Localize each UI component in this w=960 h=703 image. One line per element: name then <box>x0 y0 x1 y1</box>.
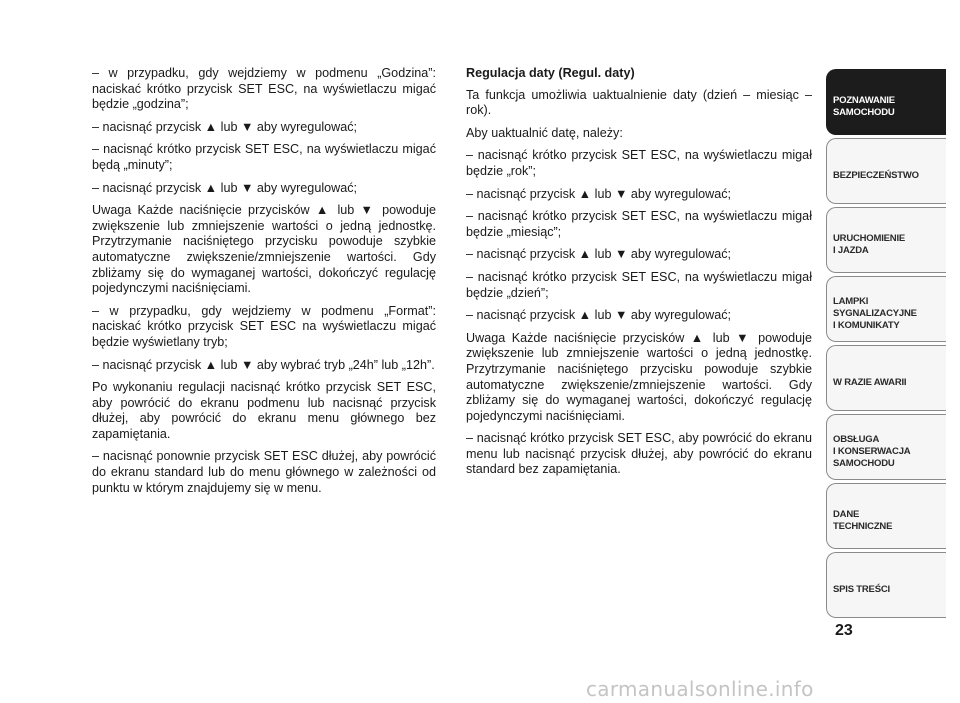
tab-label-line: SYGNALIZACYJNE <box>833 308 917 319</box>
tab-label-line: LAMPKI <box>833 296 869 307</box>
right-paragraph: – nacisnąć krótko przycisk SET ESC, na wyświetlaczu migał będzie „dzień”; <box>466 269 812 300</box>
left-column <box>92 66 436 503</box>
tab-poznawanie-samochodu[interactable] <box>826 69 946 135</box>
tab-dane-techniczne[interactable] <box>826 483 946 549</box>
tab-lampki-sygnalizacyjne[interactable] <box>826 276 946 342</box>
tab-label-line: OBSŁUGA <box>833 434 880 445</box>
watermark-text: carmanualsonline.info <box>586 677 814 701</box>
right-paragraph: – nacisnąć krótko przycisk SET ESC, na wyświetlaczu migał będzie „miesiąc”; <box>466 209 812 239</box>
tab-spis-tresci[interactable] <box>826 552 946 618</box>
tab-label-line: TECHNICZNE <box>833 521 893 532</box>
tab-label-line: POZNAWANIE <box>833 95 895 106</box>
left-paragraph: – w przypadku, gdy wejdziemy w podmenu „Format”: naciskać krótko przycisk SET ESC na wyświetlaczu migać będzie wyświetlany tryb; <box>92 303 436 349</box>
left-paragraph: – nacisnąć ponownie przycisk SET ESC dłużej, aby powrócić do ekranu standard lub do menu głównego w zależności od punktu w którym znajdujemy się w menu. <box>92 449 436 495</box>
page-number: 23 <box>835 622 853 639</box>
left-paragraph: – nacisnąć przycisk ▲ lub ▼ aby wyregulować; <box>92 180 358 195</box>
tab-label-line: SAMOCHODU <box>833 107 895 118</box>
right-column <box>466 66 812 485</box>
right-paragraph: – nacisnąć przycisk ▲ lub ▼ aby wyregulować; <box>466 186 732 201</box>
left-paragraph: – nacisnąć krótko przycisk SET ESC, na wyświetlaczu migać będą „minuty”; <box>92 142 436 172</box>
tab-label-line: W RAZIE AWARII <box>833 377 907 388</box>
tab-label-line: BEZPIECZEŃSTWO <box>833 170 919 181</box>
right-paragraph: – nacisnąć krótko przycisk SET ESC, aby powrócić do ekranu menu lub nacisnąć przycisk dłużej, aby powrócić do ekranu standard bez zapamiętania. <box>466 431 812 477</box>
right-paragraph: – nacisnąć przycisk ▲ lub ▼ aby wyregulować; <box>466 247 732 262</box>
tab-uruchomienie-i-jazda[interactable] <box>826 207 946 273</box>
right-paragraph: Uwaga Każde naciśnięcie przycisków ▲ lub ▼ powoduje zwiększenie lub zmniejszenie wartości o jedną jednostkę. Przytrzymanie naciśniętego przycisku powoduje szybkie automatyczne zwiększenie/zmniejszenie wartości. Gdy zbliżamy się do wymaganej wartości, dokończyć regulację pojedynczymi naciśnięciami. <box>466 330 812 423</box>
chapter-tabs <box>826 69 946 621</box>
right-paragraph: – nacisnąć krótko przycisk SET ESC, na wyświetlaczu migał będzie „rok”; <box>466 148 812 178</box>
tab-label-line: I JAZDA <box>833 245 869 256</box>
tab-label-line: DANE <box>833 509 860 520</box>
left-paragraph: – w przypadku, gdy wejdziemy w podmenu „Godzina”: naciskać krótko przycisk SET ESC, na wyświetlaczu migać będzie „godzina”; <box>92 66 436 112</box>
tab-label-line: I KOMUNIKATY <box>833 320 900 331</box>
right-paragraph: – nacisnąć przycisk ▲ lub ▼ aby wyregulować; <box>466 308 732 323</box>
tab-obsluga-i-konserwacja[interactable] <box>826 414 946 480</box>
tab-label-line: I KONSERWACJA <box>833 446 911 457</box>
left-paragraph: – nacisnąć przycisk ▲ lub ▼ aby wyregulować; <box>92 119 358 134</box>
left-paragraph: Uwaga Każde naciśnięcie przycisków ▲ lub ▼ powoduje zwiększenie lub zmniejszenie wartości o jedną jednostkę. Przytrzymanie naciśniętego przycisku powoduje szybkie automatyczne zwiększenie/zmniejszenie wartości. Gdy zbliżamy się do wymaganej wartości, dokończyć regulację pojedynczymi naciśnięciami. <box>92 203 436 296</box>
tab-label-line: SAMOCHODU <box>833 458 895 469</box>
tab-label-line: SPIS TREŚCI <box>833 584 890 595</box>
section-heading: Regulacja daty (Regul. daty) <box>466 66 635 80</box>
tab-w-razie-awarii[interactable] <box>826 345 946 411</box>
right-paragraph: Ta funkcja umożliwia uaktualnienie daty (dzień – miesiąc – rok). <box>466 87 812 118</box>
tab-bezpieczenstwo[interactable] <box>826 138 946 204</box>
left-paragraph: – nacisnąć przycisk ▲ lub ▼ aby wybrać tryb „24h” lub „12h”. <box>92 357 435 372</box>
tab-label-line: URUCHOMIENIE <box>833 233 906 244</box>
right-paragraph: Aby uaktualnić datę, należy: <box>466 125 623 140</box>
left-paragraph: Po wykonaniu regulacji nacisnąć krótko przycisk SET ESC, aby powrócić do ekranu podmenu lub nacisnąć przycisk dłużej, aby powrócić do ekranu menu głównego bez zapamiętania. <box>92 380 436 441</box>
